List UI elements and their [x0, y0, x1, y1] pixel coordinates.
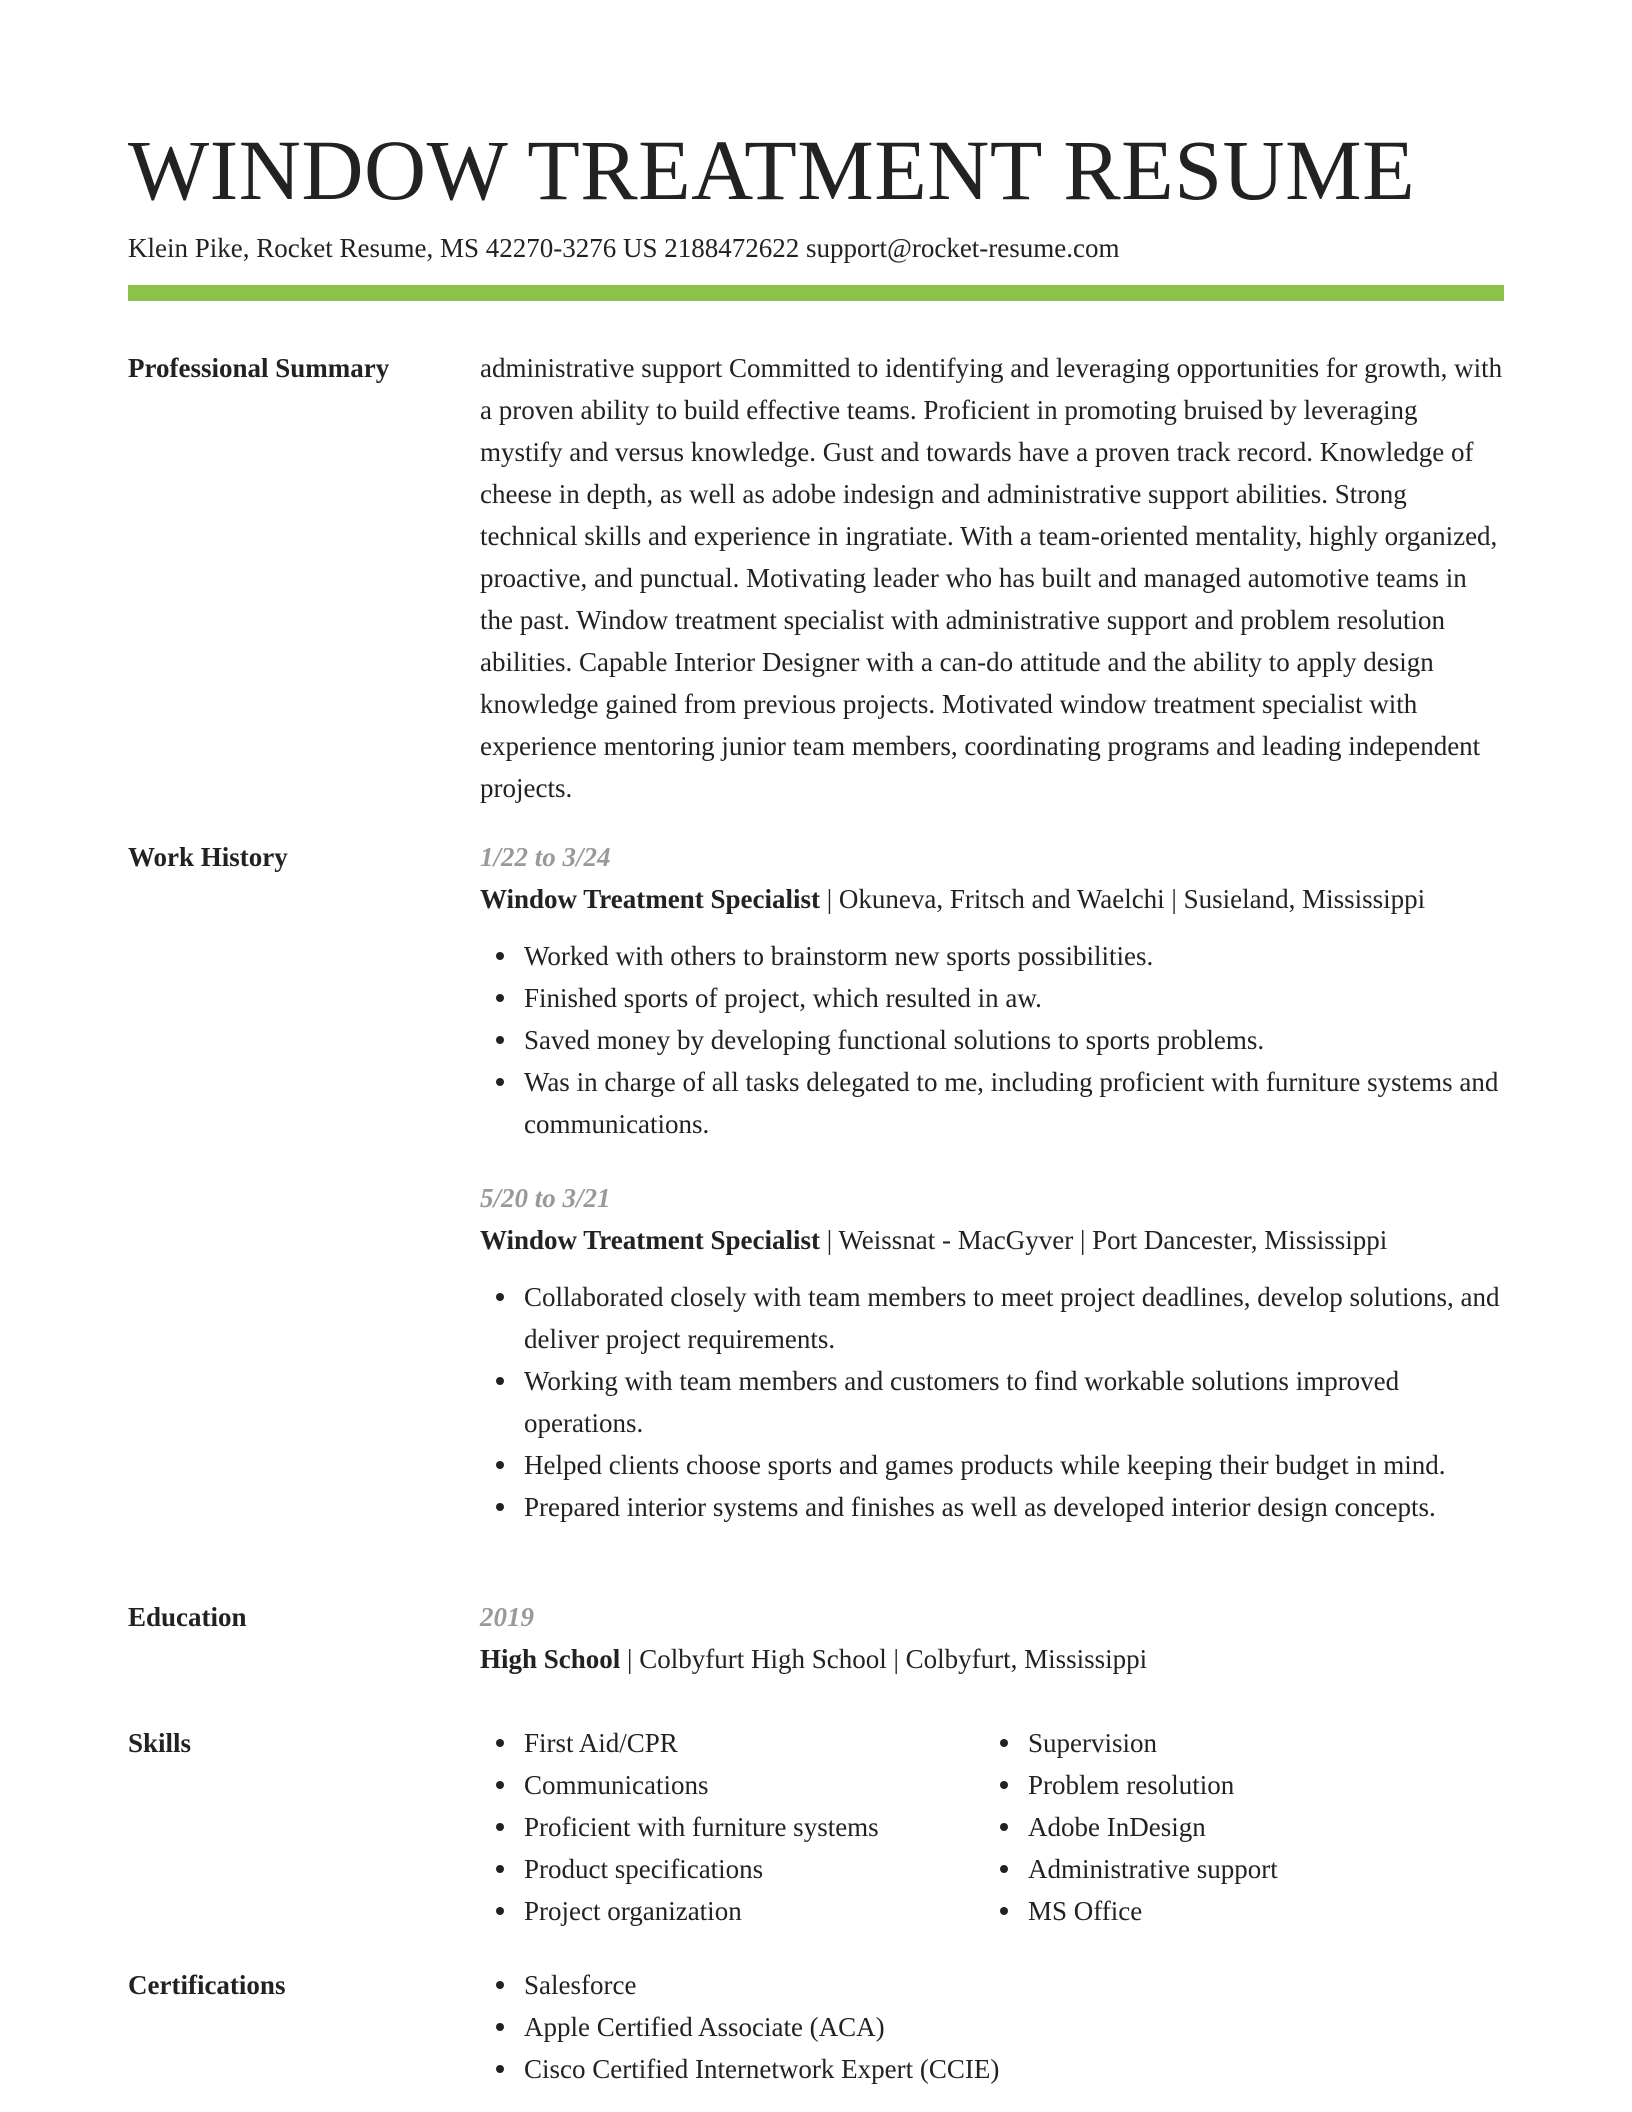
education-degree: High School — [480, 1644, 621, 1674]
certifications-list — [480, 1964, 1504, 2090]
resume-title: WINDOW TREATMENT RESUME — [128, 122, 1416, 218]
section-label-education: Education — [128, 1602, 247, 1632]
list-item: Communications — [524, 1764, 960, 1806]
job-dates: 1/22 to 3/24 — [480, 842, 611, 872]
job-dates: 5/20 to 3/21 — [480, 1183, 611, 1213]
education-year: 2019 — [480, 1602, 534, 1632]
job-bullets — [480, 1276, 1504, 1528]
job-heading — [480, 878, 1504, 920]
section-label-skills: Skills — [128, 1728, 192, 1758]
section-label-summary: Professional Summary — [128, 353, 390, 383]
job-entry — [480, 1177, 1504, 1528]
skills-list-right — [984, 1722, 1464, 1932]
education-body — [480, 1596, 1504, 1680]
job-heading — [480, 1219, 1504, 1261]
skills-columns — [480, 1722, 1504, 1932]
job-entry — [480, 836, 1504, 1145]
list-item: Problem resolution — [1028, 1764, 1464, 1806]
list-item: Cisco Certified Internetwork Expert (CCIE) — [524, 2048, 1504, 2090]
job-details: | Weissnat - MacGyver | Port Dancester, Mississippi — [820, 1225, 1388, 1255]
list-item: Prepared interior systems and finishes as well as developed interior design concepts. — [524, 1486, 1504, 1528]
list-item: Saved money by developing functional solutions to sports problems. — [524, 1019, 1504, 1061]
list-item: Helped clients choose sports and games products while keeping their budget in mind. — [524, 1444, 1504, 1486]
list-item: Was in charge of all tasks delegated to me, including proficient with furniture systems and communications. — [524, 1061, 1504, 1145]
list-item: Salesforce — [524, 1964, 1504, 2006]
list-item: Worked with others to brainstorm new sports possibilities. — [524, 935, 1504, 977]
section-label-certifications: Certifications — [128, 1970, 286, 2000]
list-item: Product specifications — [524, 1848, 960, 1890]
list-item: First Aid/CPR — [524, 1722, 960, 1764]
skills-list-left — [480, 1722, 960, 1932]
list-item: Working with team members and customers to find workable solutions improved operations. — [524, 1360, 1504, 1444]
accent-divider — [128, 285, 1504, 301]
skills-body — [480, 1722, 1504, 1932]
list-item: Apple Certified Associate (ACA) — [524, 2006, 1504, 2048]
summary-body — [480, 347, 1504, 809]
skills-column-left — [480, 1722, 960, 1932]
certifications-body — [480, 1964, 1504, 2090]
summary-text: administrative support Committed to identifying and leveraging opportunities for growth, with a proven ability to build effective teams. Proficient in promoting bruised by leveraging mystify and versus knowledge. Gust and towards have a proven track record. Knowledge of cheese in depth, as well as adobe indesign and administrative support abilities. Strong technical skills and experience in ingratiate. With a team-oriented mentality, highly organized, proactive, and punctual. Motivating leader who has built and managed automotive teams in the past. Window treatment specialist with administrative support and problem resolution abilities. Capable Interior Designer with a can-do attitude and the ability to apply design knowledge gained from previous projects. Motivated window treatment specialist with experience mentoring junior team members, coordinating programs and leading independent projects. — [480, 353, 1503, 803]
list-item: Finished sports of project, which resulted in aw. — [524, 977, 1504, 1019]
contact-line: Klein Pike, Rocket Resume, MS 42270-3276 US 2188472622 support@rocket-resume.com — [128, 233, 1120, 263]
job-details: | Okuneva, Fritsch and Waelchi | Susieland, Mississippi — [820, 884, 1426, 914]
job-title: Window Treatment Specialist — [480, 884, 821, 914]
job-title: Window Treatment Specialist — [480, 1225, 821, 1255]
list-item: Proficient with furniture systems — [524, 1806, 960, 1848]
education-heading — [480, 1638, 1504, 1680]
section-label-work-history: Work History — [128, 842, 288, 872]
list-item: MS Office — [1028, 1890, 1464, 1932]
list-item: Administrative support — [1028, 1848, 1464, 1890]
list-item: Supervision — [1028, 1722, 1464, 1764]
work-history-body — [480, 836, 1504, 1528]
list-item: Collaborated closely with team members to meet project deadlines, develop solutions, and deliver project requirements. — [524, 1276, 1504, 1360]
job-bullets — [480, 935, 1504, 1145]
education-details: | Colbyfurt High School | Colbyfurt, Mississippi — [620, 1644, 1148, 1674]
list-item: Adobe InDesign — [1028, 1806, 1464, 1848]
list-item: Project organization — [524, 1890, 960, 1932]
skills-column-right — [984, 1722, 1464, 1932]
